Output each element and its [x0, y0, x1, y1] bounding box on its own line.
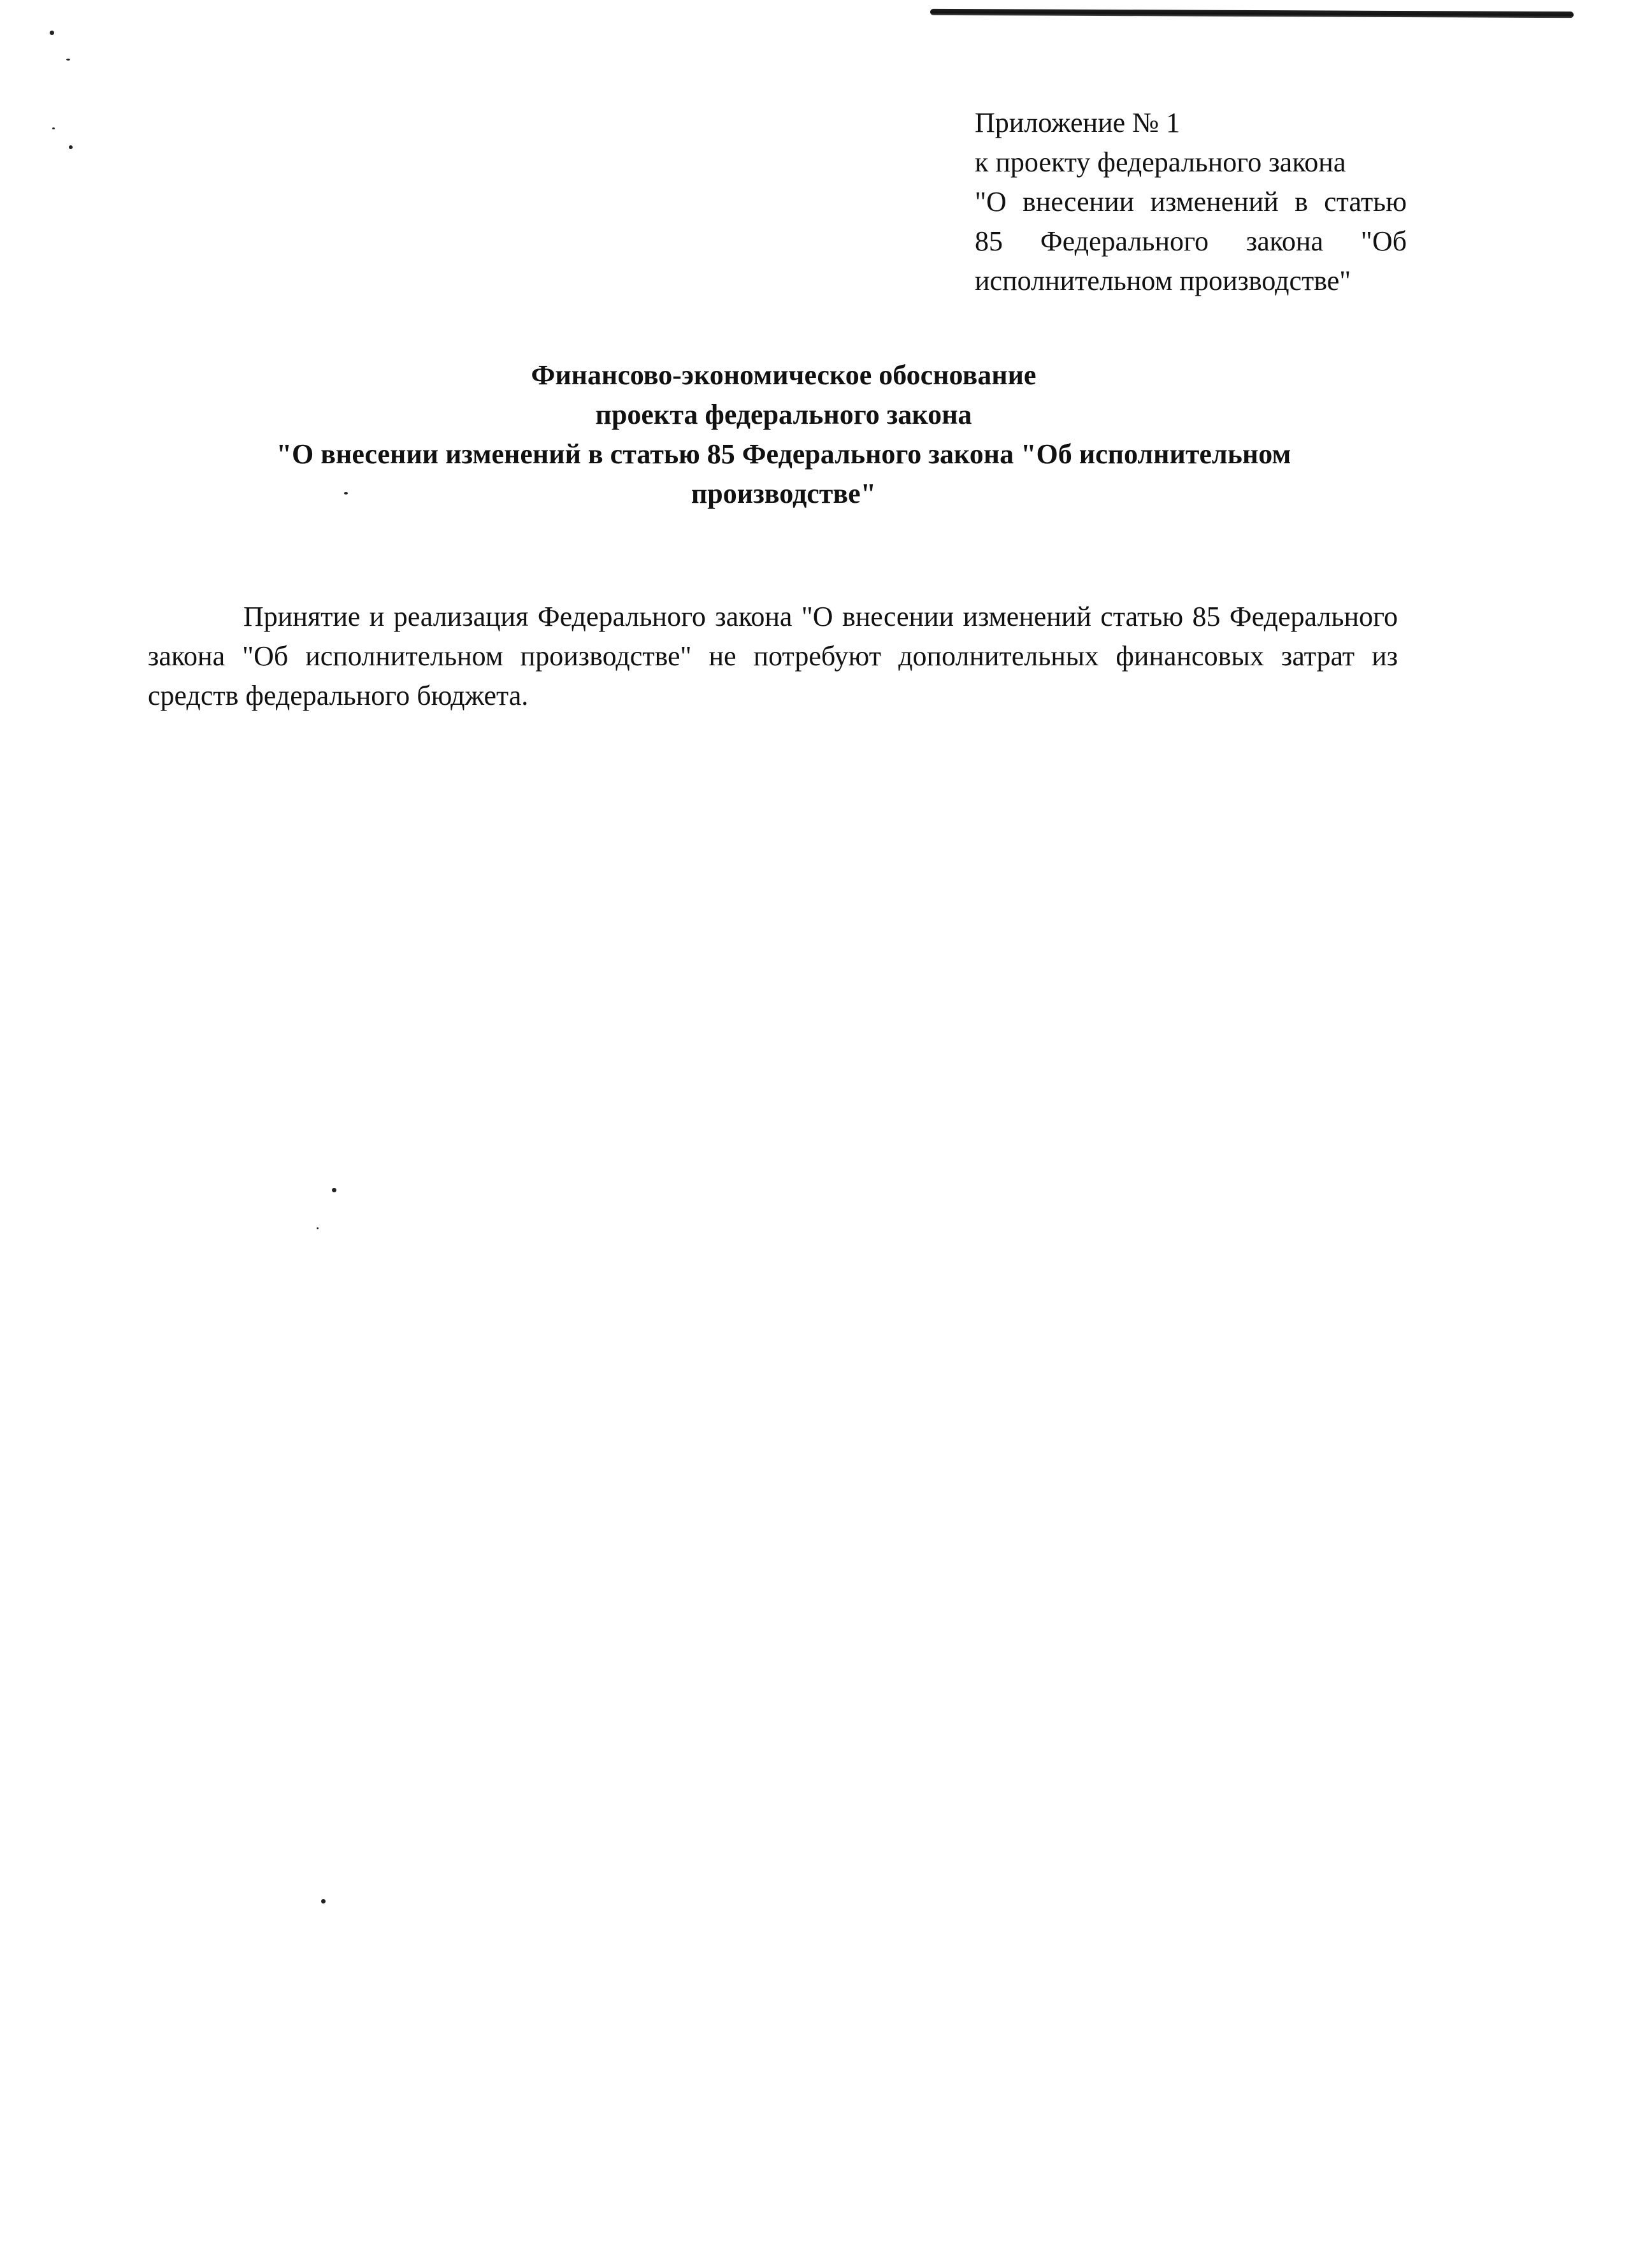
appendix-line-5: исполнительном производстве": [975, 265, 1351, 296]
scan-speck: [66, 59, 70, 61]
scan-edge-mark: [930, 9, 1574, 18]
document-title: [147, 356, 1421, 514]
appendix-line-1: Приложение № 1: [975, 107, 1181, 138]
appendix-line-4: 85 Федерального закона "Об: [975, 226, 1407, 257]
scan-speck: [317, 1227, 319, 1229]
scan-speck: [52, 127, 55, 129]
appendix-line-3: "О внесении изменений в статью: [975, 186, 1407, 217]
title-line-3: "О внесении изменений в статью 85 Федерального закона "Об исполнительном: [276, 438, 1291, 470]
title-line-4: производстве": [691, 478, 877, 509]
body-paragraph: Принятие и реализация Федерального закона "О внесении изменений статью 85 Федерального закона "Об исполнительном производстве" не потребуют дополнительных финансовых затрат из средств федерального бюджета.: [148, 601, 1398, 711]
scan-speck: [50, 31, 54, 35]
scan-speck: [321, 1899, 326, 1903]
scan-speck: [332, 1188, 336, 1192]
scan-speck: [69, 145, 73, 149]
title-line-2: проекта федерального закона: [595, 399, 972, 430]
appendix-block: [975, 103, 1407, 301]
title-line-1: Финансово-экономическое обоснование: [531, 359, 1037, 391]
appendix-line-2: к проекту федерального закона: [975, 147, 1346, 178]
